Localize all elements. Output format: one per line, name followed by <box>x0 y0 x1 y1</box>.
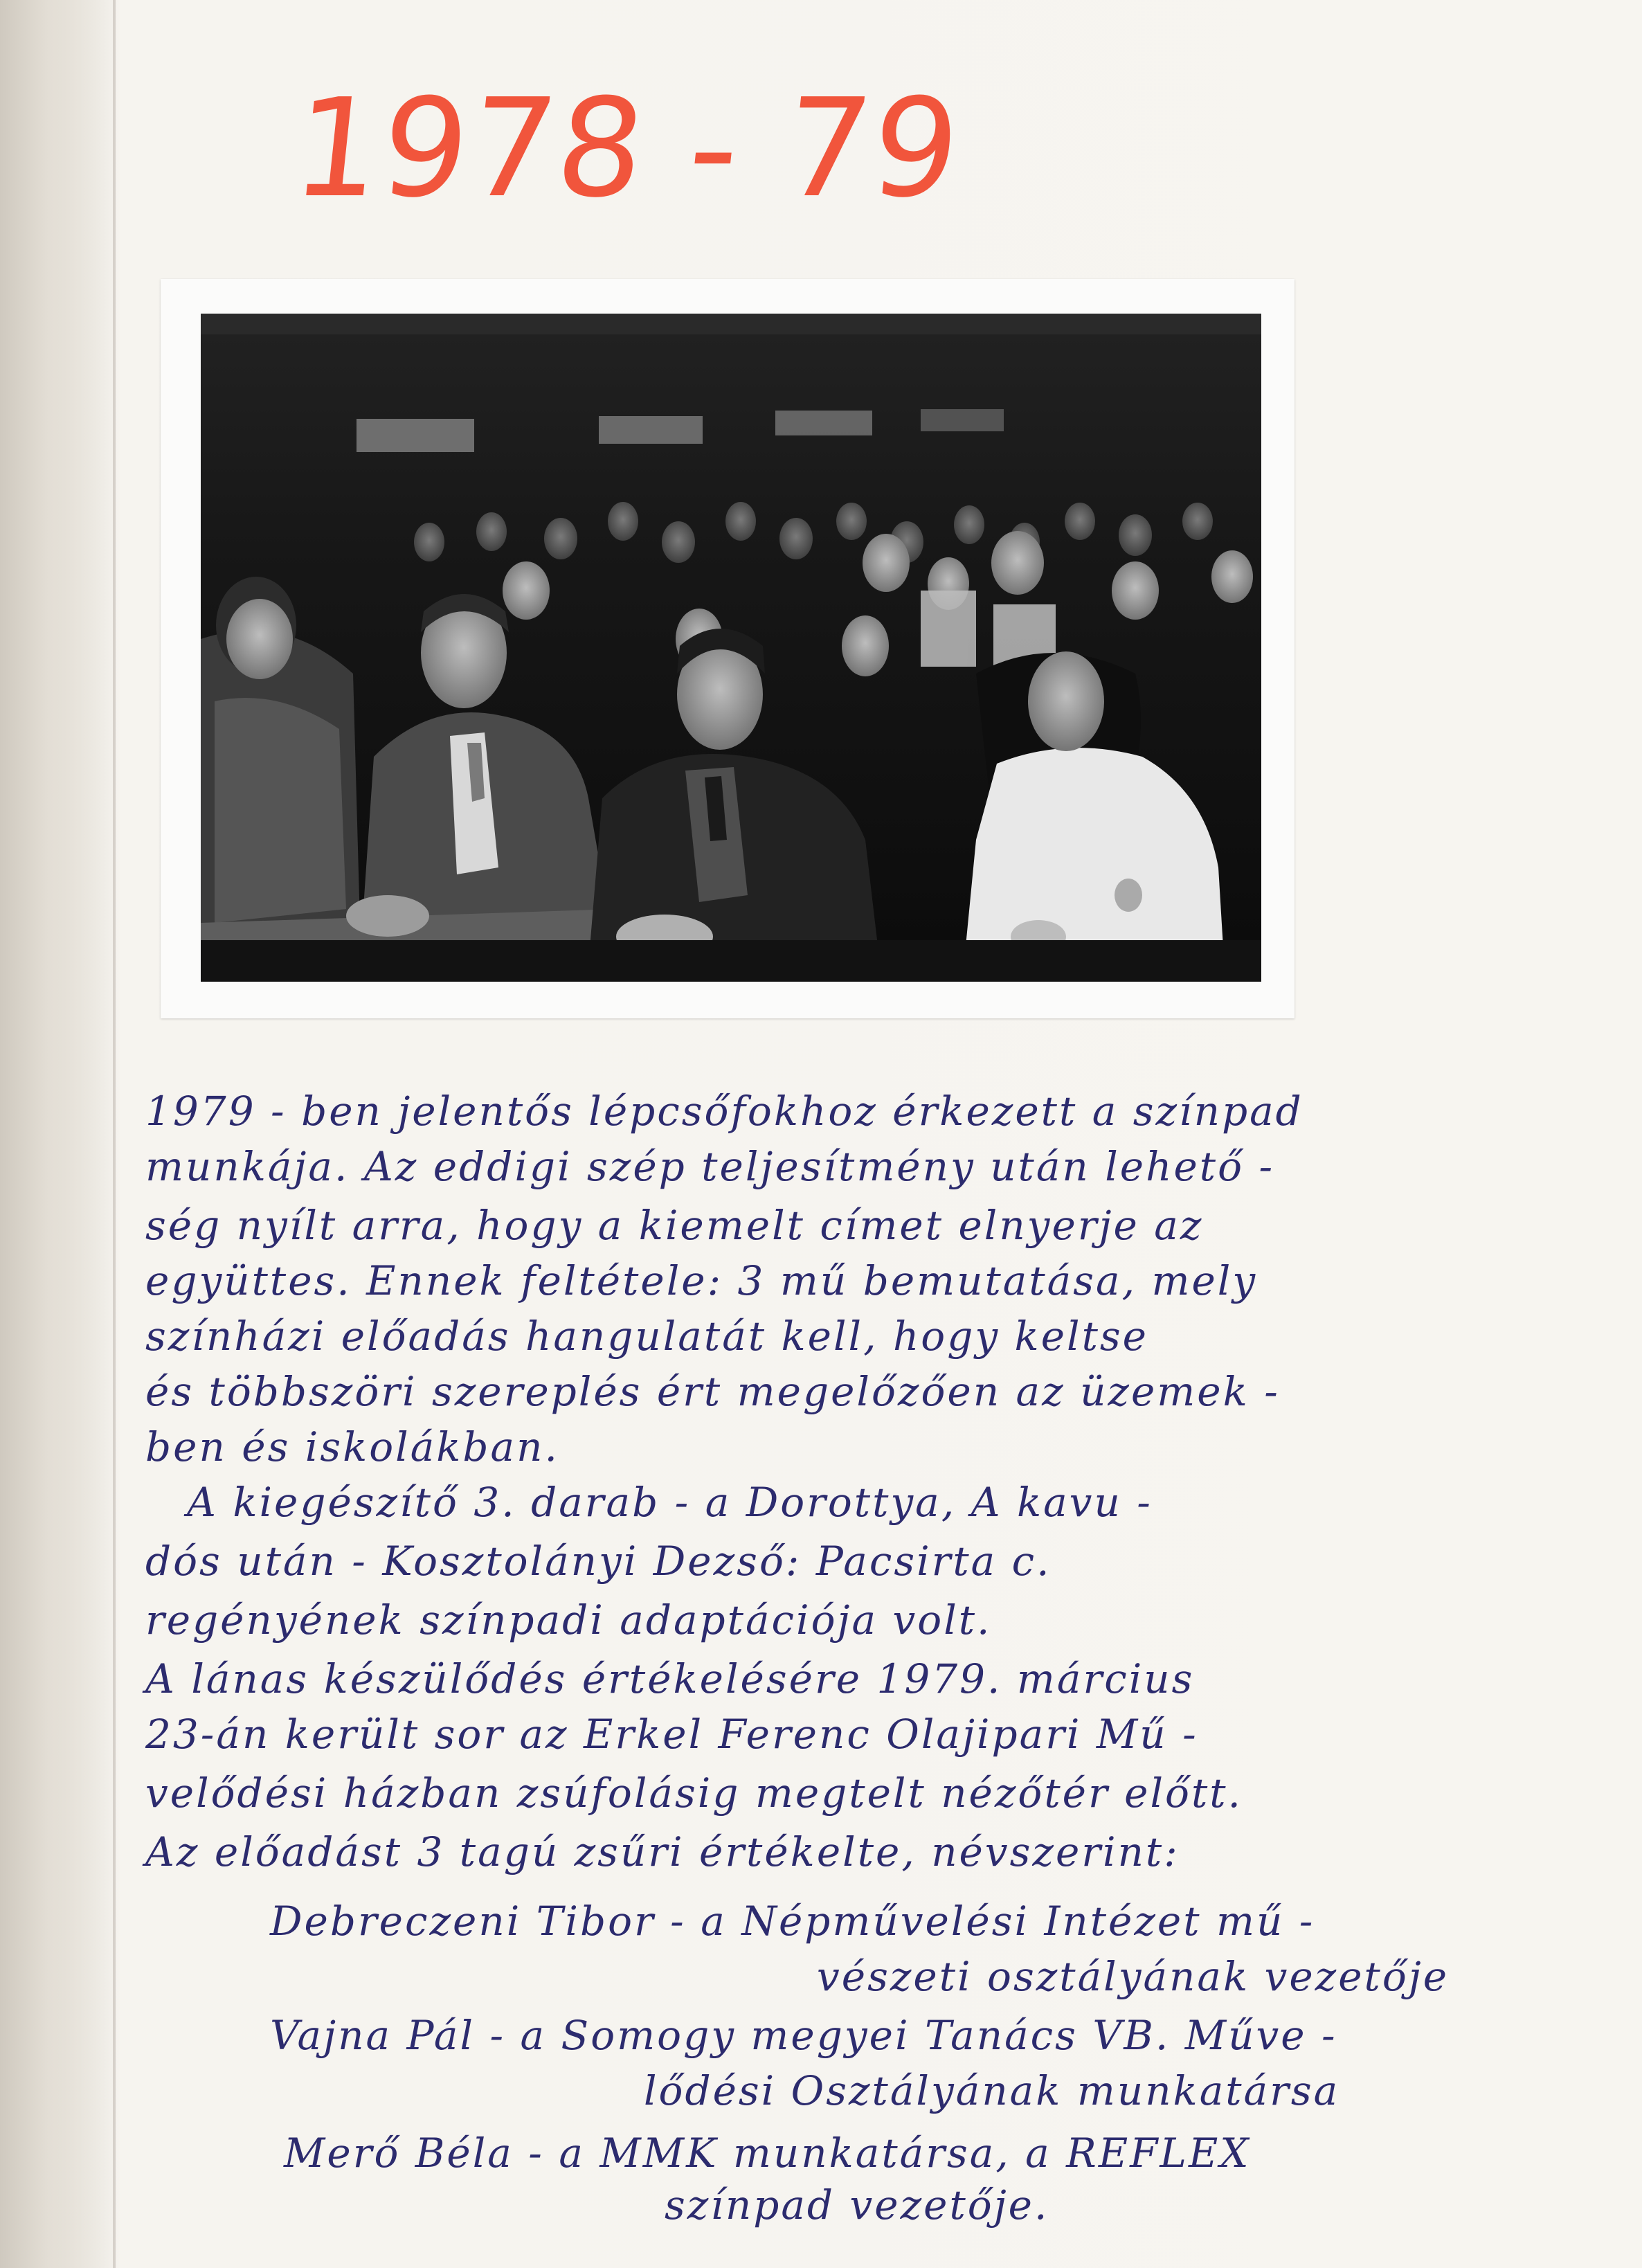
note-line: lődési Osztályának munkatársa <box>644 2067 1340 2114</box>
note-line: együttes. Ennek feltétele: 3 mű bemutatása, mely <box>145 1257 1258 1304</box>
note-line: 1979 - ben jelentős lépcsőfokhoz érkezett a színpad <box>145 1088 1303 1135</box>
note-line: ben és iskolákban. <box>145 1423 559 1470</box>
note-line: dós után - Kosztolányi Dezső: Pacsirta c. <box>145 1538 1052 1585</box>
note-line: Az előadást 3 tagú zsűri értékelte, névszerint: <box>145 1828 1180 1875</box>
year-heading: 1978 - 79 <box>286 70 968 228</box>
note-line: Vajna Pál - a Somogy megyei Tanács VB. Műve - <box>270 2012 1337 2059</box>
note-line: Merő Béla - a MMK munkatársa, a REFLEX <box>284 2130 1251 2177</box>
note-line: és többszöri szereplés ért megelőzően az üzemek - <box>145 1368 1280 1415</box>
note-line: színpad vezetője. <box>665 2181 1049 2229</box>
note-line: 23-án került sor az Erkel Ferenc Olajipari Mű - <box>145 1711 1198 1758</box>
note-line: ség nyílt arra, hogy a kiemelt címet elnyerje az <box>145 1202 1204 1249</box>
note-line: regényének színpadi adaptációja volt. <box>145 1596 992 1644</box>
note-line: színházi előadás hangulatát kell, hogy keltse <box>145 1313 1148 1360</box>
note-line: velődési házban zsúfolásig megtelt nézőtér előtt. <box>145 1770 1243 1817</box>
note-line: munkája. Az eddigi szép teljesítmény után lehető - <box>145 1143 1275 1190</box>
note-line: vészeti osztályának vezetője <box>817 1953 1450 2000</box>
note-line: A kiegészítő 3. darab - a Dorottya, A kavu - <box>187 1479 1153 1526</box>
note-line: A lánas készülődés értékelésére 1979. március <box>145 1655 1195 1702</box>
note-line: Debreczeni Tibor - a Népművelési Intézet mű - <box>270 1898 1315 1945</box>
